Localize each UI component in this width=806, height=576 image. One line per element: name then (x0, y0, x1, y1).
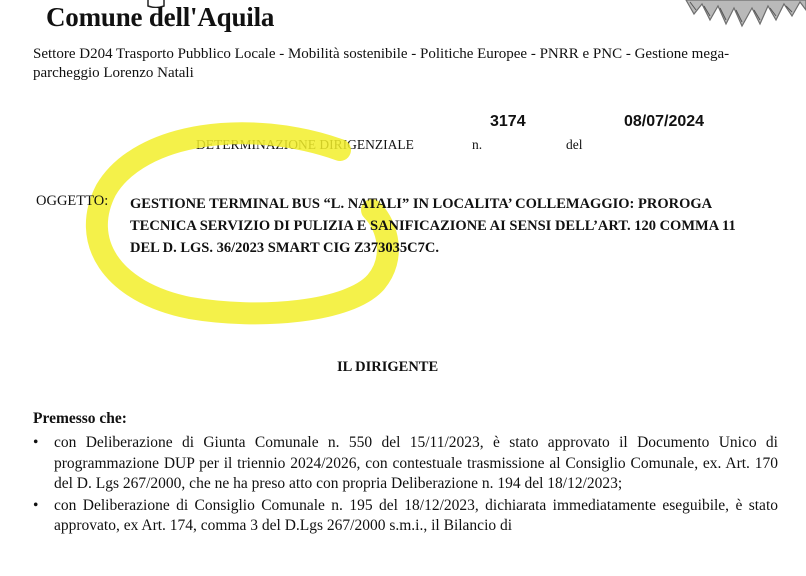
list-item (33, 433, 778, 495)
subject-text: GESTIONE TERMINAL BUS “L. NATALI” IN LOCALITA’ COLLEMAGGIO: PROROGA TECNICA SERVIZIO DI PULIZIA E SANIFICAZIONE AI SENSI DELL’ART. 120 COMMA 11 DEL D. LGS. 36/2023 SMART CIG Z373035C7C. (130, 196, 736, 256)
premesso-list (33, 433, 778, 538)
section-heading: IL DIRIGENTE (337, 359, 439, 375)
list-item-text: con Deliberazione di Consiglio Comunale n. 195 del 18/12/2023, dichiarata immediatamente eseguibile, è stato approvato, ex Art. 174, comma 3 del D.Lgs 267/2000 s.m.i., il Bilancio di (54, 496, 778, 534)
premesso-heading: Premesso che: (33, 410, 127, 427)
date-label: del (566, 137, 583, 152)
municipality-title: Comune dell'Aquila (46, 2, 275, 32)
list-item (33, 496, 778, 537)
bullet-mark: • (33, 496, 39, 514)
list-item-text: con Deliberazione di Giunta Comunale n. 550 del 15/11/2023, è stato approvato il Documento Unico di programmazione DUP per il triennio 2024/2026, con contestuale trasmissione al Consiglio Comunale, ex. Art. 170 del D. Lgs 267/2000, che ne ha preso atto con propria Deliberazione n. 194 del 18/12/2023; (54, 434, 778, 492)
eagle-emblem-icon (682, 0, 806, 34)
sector-description: Settore D204 Trasporto Pubblico Locale - Mobilità sostenibile - Politiche Europee - PNRR e PNC - Gestione mega-parcheggio Lorenzo Natali (33, 46, 730, 81)
bullet-mark: • (33, 434, 39, 451)
determination-date: 08/07/2024 (624, 113, 705, 130)
subject-label: OGGETTO: (36, 193, 109, 209)
number-label: n. (472, 137, 483, 152)
determination-label: DETERMINAZIONE DIRIGENZIALE (196, 137, 414, 152)
determination-number: 3174 (490, 113, 526, 130)
